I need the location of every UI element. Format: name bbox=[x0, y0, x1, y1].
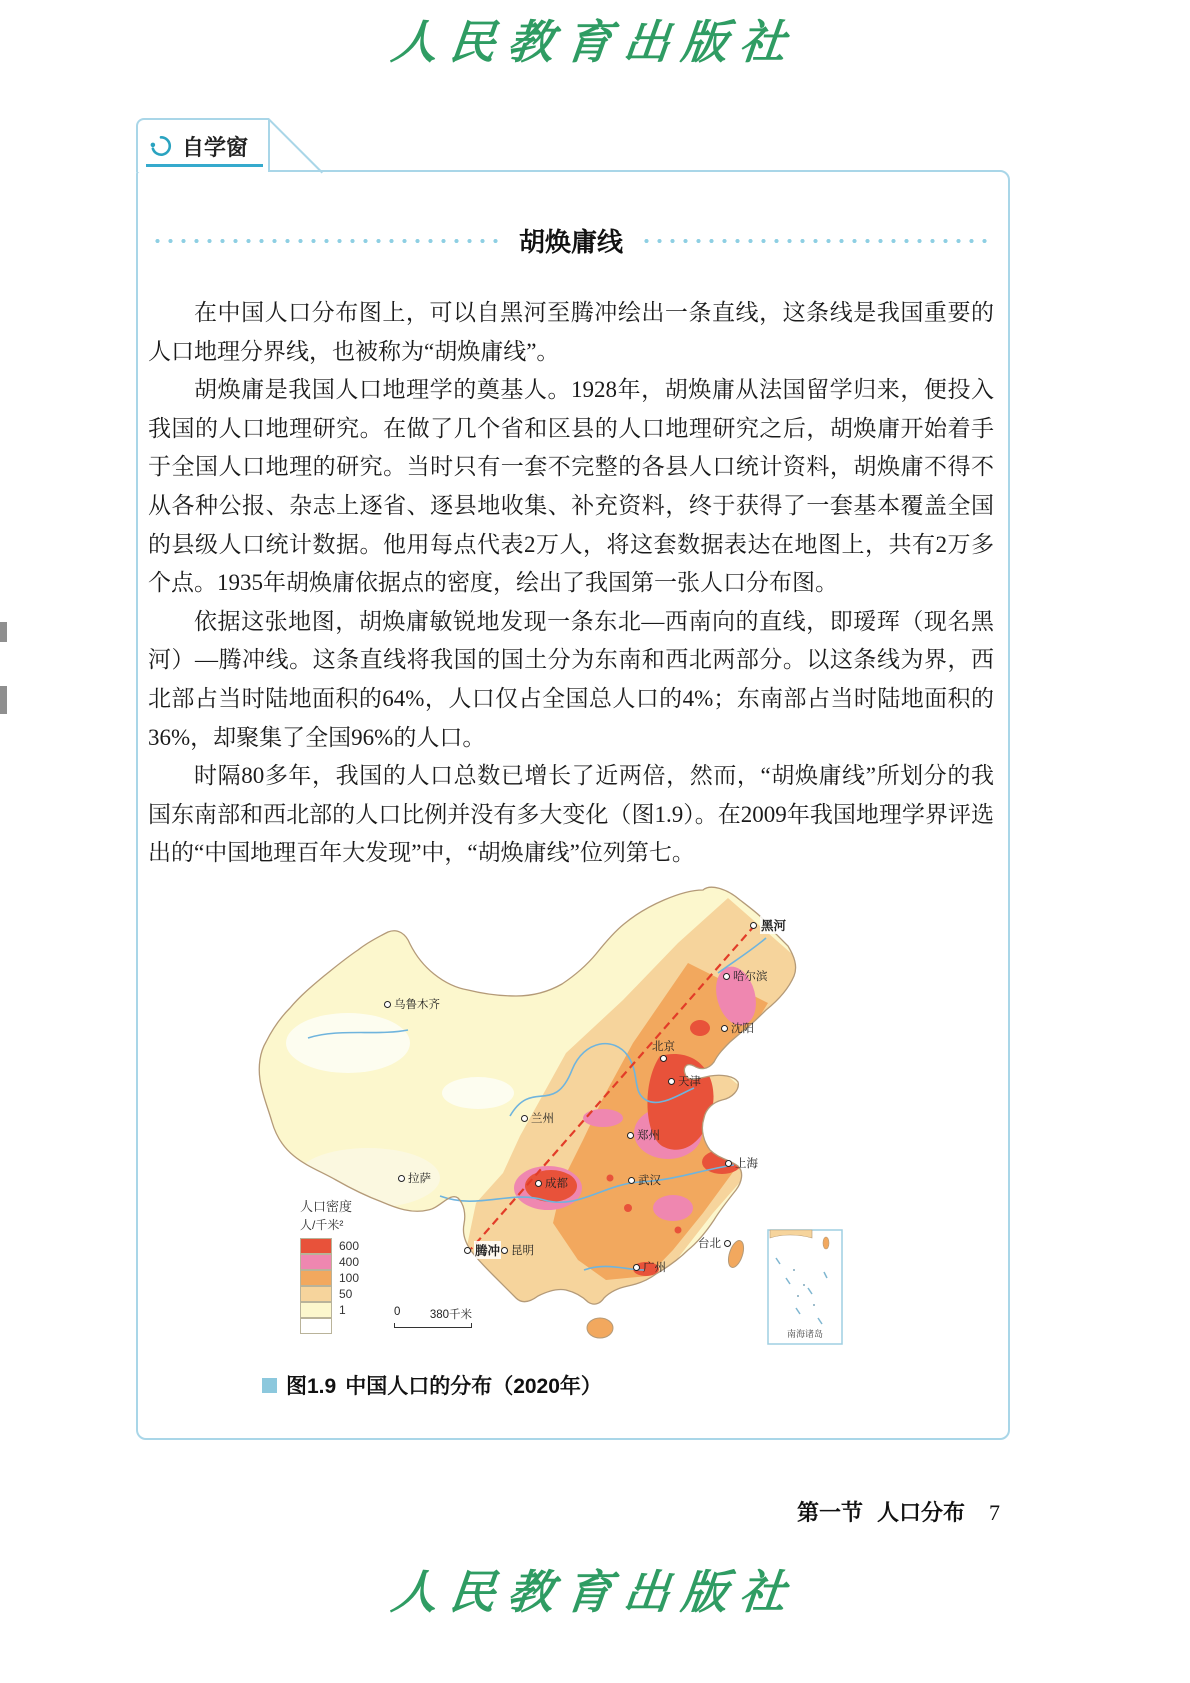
publisher-logo-top: 人民教育出版社 bbox=[388, 17, 801, 68]
figure-caption bbox=[262, 1370, 602, 1400]
legend-unit: 人/千米² bbox=[300, 1218, 344, 1232]
city-chengdu: 成都 bbox=[535, 1175, 568, 1191]
paragraph: 在中国人口分布图上，可以自黑河至腾冲绘出一条直线，这条线是我国重要的人口地理分界线，也被称为“胡焕庸线”。 bbox=[148, 300, 994, 364]
city-shenyang: 沈阳 bbox=[721, 1020, 754, 1036]
legend-row bbox=[300, 1318, 359, 1334]
city-dot bbox=[633, 1264, 640, 1271]
section-title-row bbox=[150, 222, 992, 259]
legend-row: 50 bbox=[300, 1286, 359, 1302]
city-lasa: 拉萨 bbox=[398, 1170, 431, 1186]
city-haerbin: 哈尔滨 bbox=[723, 968, 768, 984]
legend-title: 人口密度 bbox=[300, 1199, 353, 1214]
city-dot bbox=[464, 1247, 471, 1254]
city-tengchong: 腾冲 bbox=[464, 1241, 501, 1259]
legend-swatch bbox=[300, 1254, 332, 1270]
south-china-sea-inset bbox=[768, 1230, 842, 1344]
city-dot bbox=[627, 1132, 634, 1139]
legend-row: 600 bbox=[300, 1238, 359, 1254]
hainan-island bbox=[587, 1318, 613, 1338]
page-edge-mark bbox=[0, 686, 7, 714]
city-dot bbox=[660, 1055, 667, 1062]
inset-label: 南海诸岛 bbox=[786, 1329, 824, 1339]
city-dot bbox=[521, 1115, 528, 1122]
scale-end: 380千米 bbox=[429, 1309, 472, 1321]
city-dot bbox=[384, 1001, 391, 1008]
scale-start: 0 bbox=[394, 1306, 401, 1318]
city-dot bbox=[750, 922, 757, 929]
city-dot bbox=[501, 1247, 508, 1254]
city-dot bbox=[725, 1160, 732, 1167]
page-footer bbox=[797, 1496, 1000, 1527]
city-shanghai: 上海 bbox=[725, 1155, 758, 1171]
china-population-map bbox=[248, 878, 993, 1366]
city-beijing: 北京 bbox=[652, 1038, 675, 1062]
page-edge-mark bbox=[0, 622, 7, 642]
china-map-svg bbox=[248, 878, 993, 1366]
city-kunming: 昆明 bbox=[501, 1242, 534, 1258]
paragraph: 时隔80多年，我国的人口总数已增长了近两倍，然而，“胡焕庸线”所划分的我国东南部和西北部的人口比例并没有多大变化（图1.9）。在2009年我国地理学界评选出的“中国地理百年大发现”中，“胡焕庸线”位列第七。 bbox=[148, 763, 994, 866]
caption-text: 中国人口的分布（2020年） bbox=[345, 1375, 602, 1398]
self-study-icon bbox=[148, 133, 174, 159]
legend-swatch bbox=[300, 1286, 332, 1302]
caption-figure-number: 图1.9 bbox=[286, 1375, 337, 1398]
city-heihe: 黑河 bbox=[750, 916, 787, 934]
paragraph: 胡焕庸是我国人口地理学的奠基人。1928年，胡焕庸从法国留学归来，便投入我国的人口地理研究。在做了几个省和区县的人口地理研究之后，胡焕庸开始着手于全国人口地理的研究。当时只有一套不完整的各县人口统计资料，胡焕庸不得不从各种公报、杂志上逐省、逐县地收集、补充资料，终于获得了一套基本覆盖全国的县级人口统计数据。他用每点代表2万人，将这套数据表达在地图上，共有2万多个点。1935年胡焕庸依据点的密度，绘出了我国第一张人口分布图。 bbox=[148, 377, 994, 596]
city-wuhan: 武汉 bbox=[628, 1172, 661, 1188]
legend-swatch bbox=[300, 1318, 332, 1334]
city-tianjin: 天津 bbox=[668, 1073, 701, 1089]
footer-page-number: 7 bbox=[989, 1500, 1000, 1525]
city-lanzhou: 兰州 bbox=[521, 1110, 554, 1126]
legend-swatch bbox=[300, 1302, 332, 1318]
city-dot bbox=[668, 1078, 675, 1085]
city-dot bbox=[398, 1175, 405, 1182]
city-taibei: 台北 bbox=[698, 1235, 731, 1251]
self-study-tab-label: 自学窗 bbox=[182, 134, 249, 160]
map-scale-bar bbox=[394, 1306, 472, 1328]
legend-swatch bbox=[300, 1238, 332, 1254]
tab-diagonal-edge bbox=[269, 119, 323, 173]
dotted-rule-left bbox=[150, 238, 503, 244]
legend-row: 1 bbox=[300, 1302, 359, 1318]
city-dot bbox=[721, 1025, 728, 1032]
city-zhengzhou: 郑州 bbox=[627, 1127, 660, 1143]
legend-row: 400 bbox=[300, 1254, 359, 1270]
city-dot bbox=[723, 973, 730, 980]
scale-bar-line bbox=[394, 1323, 472, 1328]
article-body bbox=[148, 294, 994, 873]
tab-underline bbox=[146, 164, 263, 167]
paragraph: 依据这张地图，胡焕庸敏锐地发现一条东北—西南向的直线，即瑷珲（现名黑河）—腾冲线。这条直线将我国的国土分为东南和西北两部分。以这条线为界，西北部占当时陆地面积的64%，人口仅占全国总人口的4%；东南部占当时陆地面积的36%，却聚集了全国96%的人口。 bbox=[148, 608, 994, 750]
legend-row: 100 bbox=[300, 1270, 359, 1286]
city-dot bbox=[628, 1177, 635, 1184]
population-density-layers bbox=[248, 878, 993, 1366]
publisher-logo-bottom: 人民教育出版社 bbox=[388, 1567, 801, 1618]
caption-square-icon bbox=[262, 1378, 277, 1393]
footer-section-title: 人口分布 bbox=[876, 1500, 965, 1525]
city-dot bbox=[724, 1240, 731, 1247]
footer-section: 第一节 bbox=[796, 1500, 863, 1525]
dotted-rule-right bbox=[639, 238, 992, 244]
map-legend bbox=[300, 1196, 359, 1334]
legend-swatch bbox=[300, 1270, 332, 1286]
city-wulumuqi: 乌鲁木齐 bbox=[384, 996, 440, 1012]
city-dot bbox=[535, 1180, 542, 1187]
city-guangzhou: 广州 bbox=[633, 1259, 666, 1275]
article-title: 胡焕庸线 bbox=[519, 227, 624, 257]
self-study-tab bbox=[136, 118, 270, 172]
